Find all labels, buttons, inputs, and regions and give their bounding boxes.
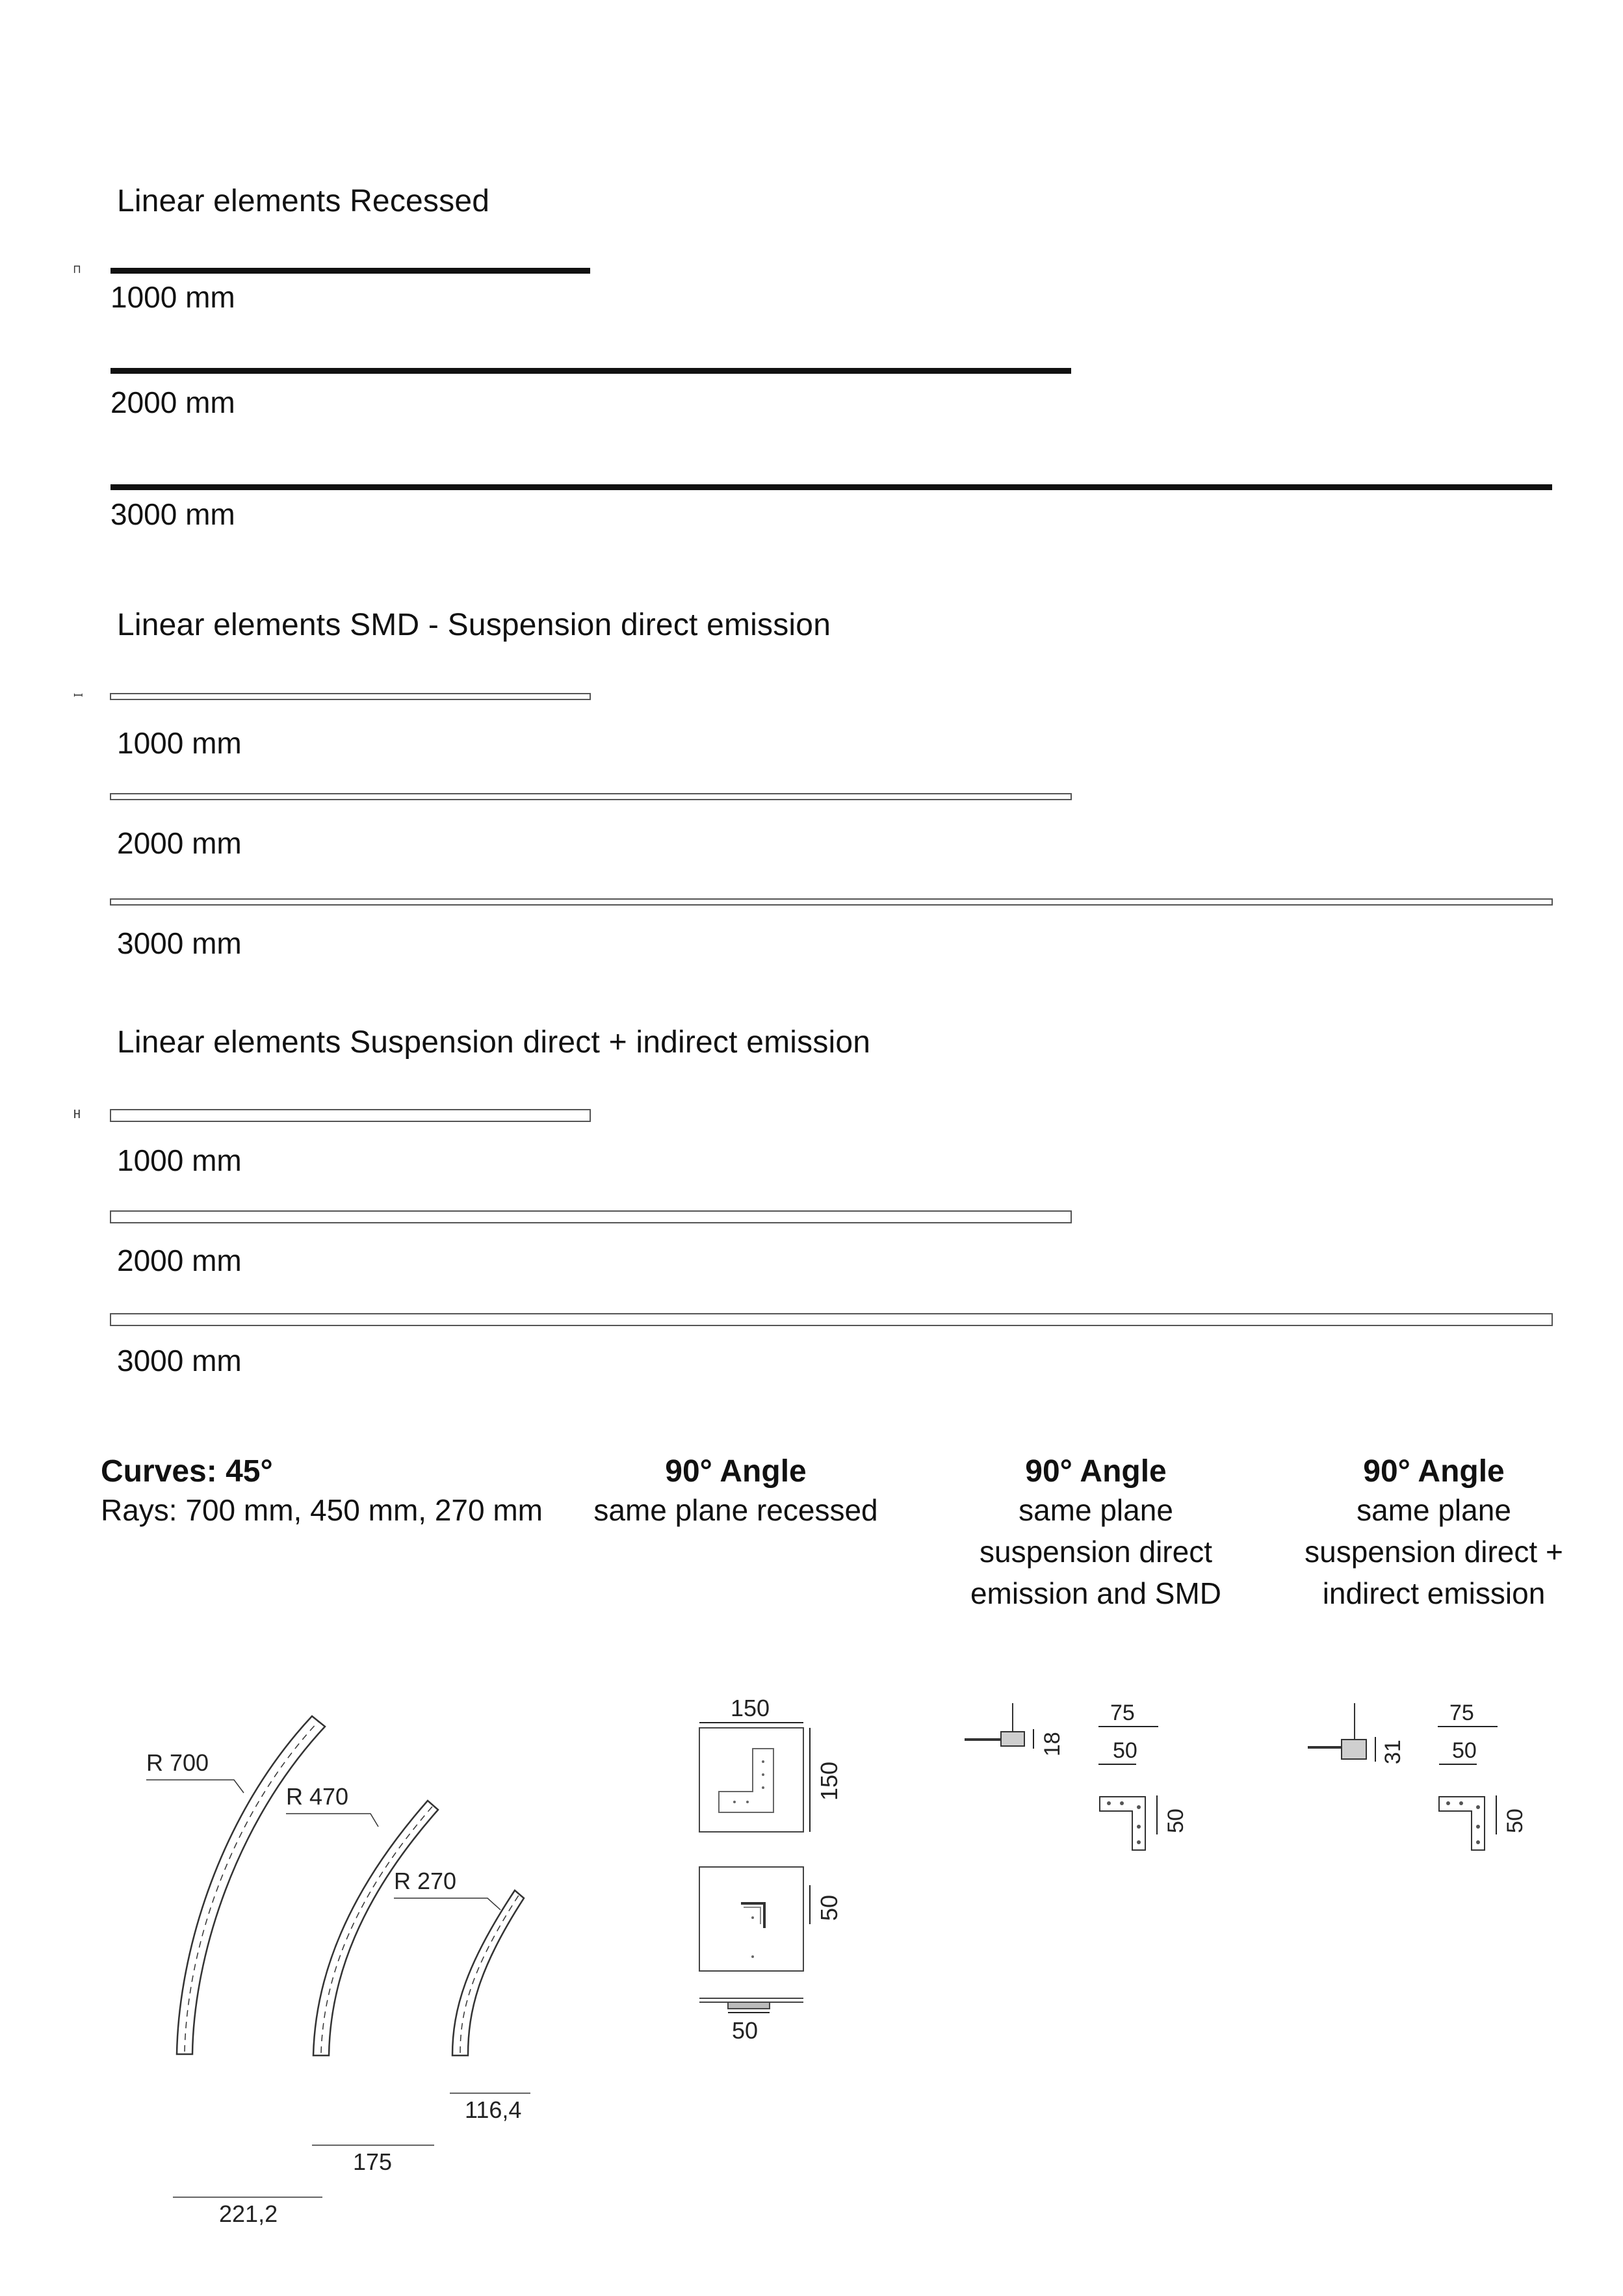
recessed-profile-icon: ⊓ (73, 263, 81, 276)
smd-length-3000: 3000 mm (117, 926, 242, 960)
curves-heading (101, 1454, 543, 1531)
top-width-label: 150 (731, 1697, 770, 1721)
curves-subtitle: Rays: 700 mm, 450 mm, 270 mm (101, 1493, 543, 1527)
smd-length-2000: 2000 mm (117, 826, 242, 860)
section-title-smd: Linear elements SMD - Suspension direct emission (117, 608, 831, 642)
di-side-height-label: 50 (1503, 1808, 1527, 1833)
bottom-width-label: 50 (732, 2017, 759, 2044)
angle-recessed-title: 90° Angle (665, 1454, 807, 1489)
smd-bar-2000 (110, 793, 1072, 800)
smd-bar-3000 (110, 898, 1553, 906)
direct-indirect-length-2000: 2000 mm (117, 1244, 242, 1277)
angle-direct-indirect-heading (1305, 1454, 1563, 1614)
direct-indirect-bar-1000 (110, 1109, 591, 1122)
top-height-label: 150 (816, 1761, 842, 1801)
width-221-label: 221,2 (219, 2200, 278, 2227)
angle-smd-title: 90° Angle (1025, 1454, 1167, 1489)
r700-leader (146, 1780, 244, 1793)
recessed-bar-3000 (110, 484, 1552, 490)
angle-recessed-subtitle: same plane recessed (593, 1493, 878, 1527)
recessed-bar-1000 (110, 268, 590, 274)
direct-indirect-length-3000: 3000 mm (117, 1344, 242, 1377)
recessed-bottom-plate (699, 1867, 803, 1971)
curves-drawing (117, 1690, 572, 2236)
di-inner-width-label: 50 (1452, 1738, 1477, 1763)
recessed-length-1000: 1000 mm (110, 280, 235, 314)
angle-smd-line-3: emission and SMD (970, 1576, 1222, 1610)
r470-leader (286, 1814, 378, 1827)
direct-indirect-length-1000: 1000 mm (117, 1143, 242, 1177)
di-height-label: 31 (1381, 1740, 1405, 1764)
di-outer-width-label: 75 (1449, 1701, 1474, 1725)
r270-leader (394, 1898, 500, 1910)
width-116-label: 116,4 (465, 2096, 522, 2123)
smd-profile-icon: ꟷ (73, 689, 83, 703)
recessed-bottom-l-inner (744, 1907, 760, 1924)
smd-bar-1000 (110, 693, 591, 700)
angle-recessed-drawing (676, 1697, 871, 2048)
smd-outer-width-label: 75 (1110, 1701, 1135, 1725)
angle-direct-indirect-line-3: indirect emission (1322, 1576, 1546, 1610)
section-title-recessed: Linear elements Recessed (117, 184, 490, 218)
angle-recessed-heading (593, 1454, 877, 1531)
direct-indirect-bar-3000 (110, 1313, 1553, 1326)
smd-inner-width-label: 50 (1113, 1738, 1137, 1763)
recessed-length-2000: 2000 mm (110, 385, 235, 419)
recessed-length-3000: 3000 mm (110, 497, 235, 531)
r270-label: R 270 (394, 1868, 457, 1894)
smd-profile-section (1001, 1732, 1024, 1746)
curves-title: Curves: 45° (101, 1454, 273, 1489)
angle-direct-indirect-line-2: suspension direct + (1305, 1535, 1563, 1569)
di-profile-section (1342, 1740, 1366, 1759)
r470-label: R 470 (286, 1783, 349, 1810)
smd-height-label: 18 (1040, 1732, 1065, 1756)
curve-r470-shape (313, 1801, 438, 2055)
recessed-section-profile (728, 2002, 770, 2009)
curve-r470-centerline (321, 1806, 433, 2053)
angle-direct-indirect-title: 90° Angle (1363, 1454, 1505, 1489)
width-175-label: 175 (353, 2148, 393, 2175)
angle-smd-heading (970, 1454, 1221, 1614)
angle-direct-indirect-line-1: same plane (1357, 1493, 1511, 1527)
smd-length-1000: 1000 mm (117, 726, 242, 760)
smd-side-height-label: 50 (1163, 1808, 1188, 1833)
angle-direct-indirect-drawing (1300, 1697, 1573, 1866)
recessed-top-plate (699, 1728, 803, 1832)
direct-indirect-bar-2000 (110, 1210, 1072, 1223)
recessed-top-l-shape (719, 1749, 773, 1812)
mid-height-label: 50 (816, 1894, 842, 1921)
recessed-bar-2000 (110, 368, 1071, 374)
angle-smd-line-1: same plane (1019, 1493, 1173, 1527)
angle-smd-drawing (962, 1697, 1235, 1866)
angle-smd-line-2: suspension direct (980, 1535, 1212, 1569)
r700-label: R 700 (146, 1749, 209, 1776)
section-title-direct-indirect: Linear elements Suspension direct + indirect emission (117, 1025, 871, 1060)
curve-r270-shape (452, 1890, 524, 2055)
direct-indirect-profile-icon: H (73, 1108, 81, 1121)
